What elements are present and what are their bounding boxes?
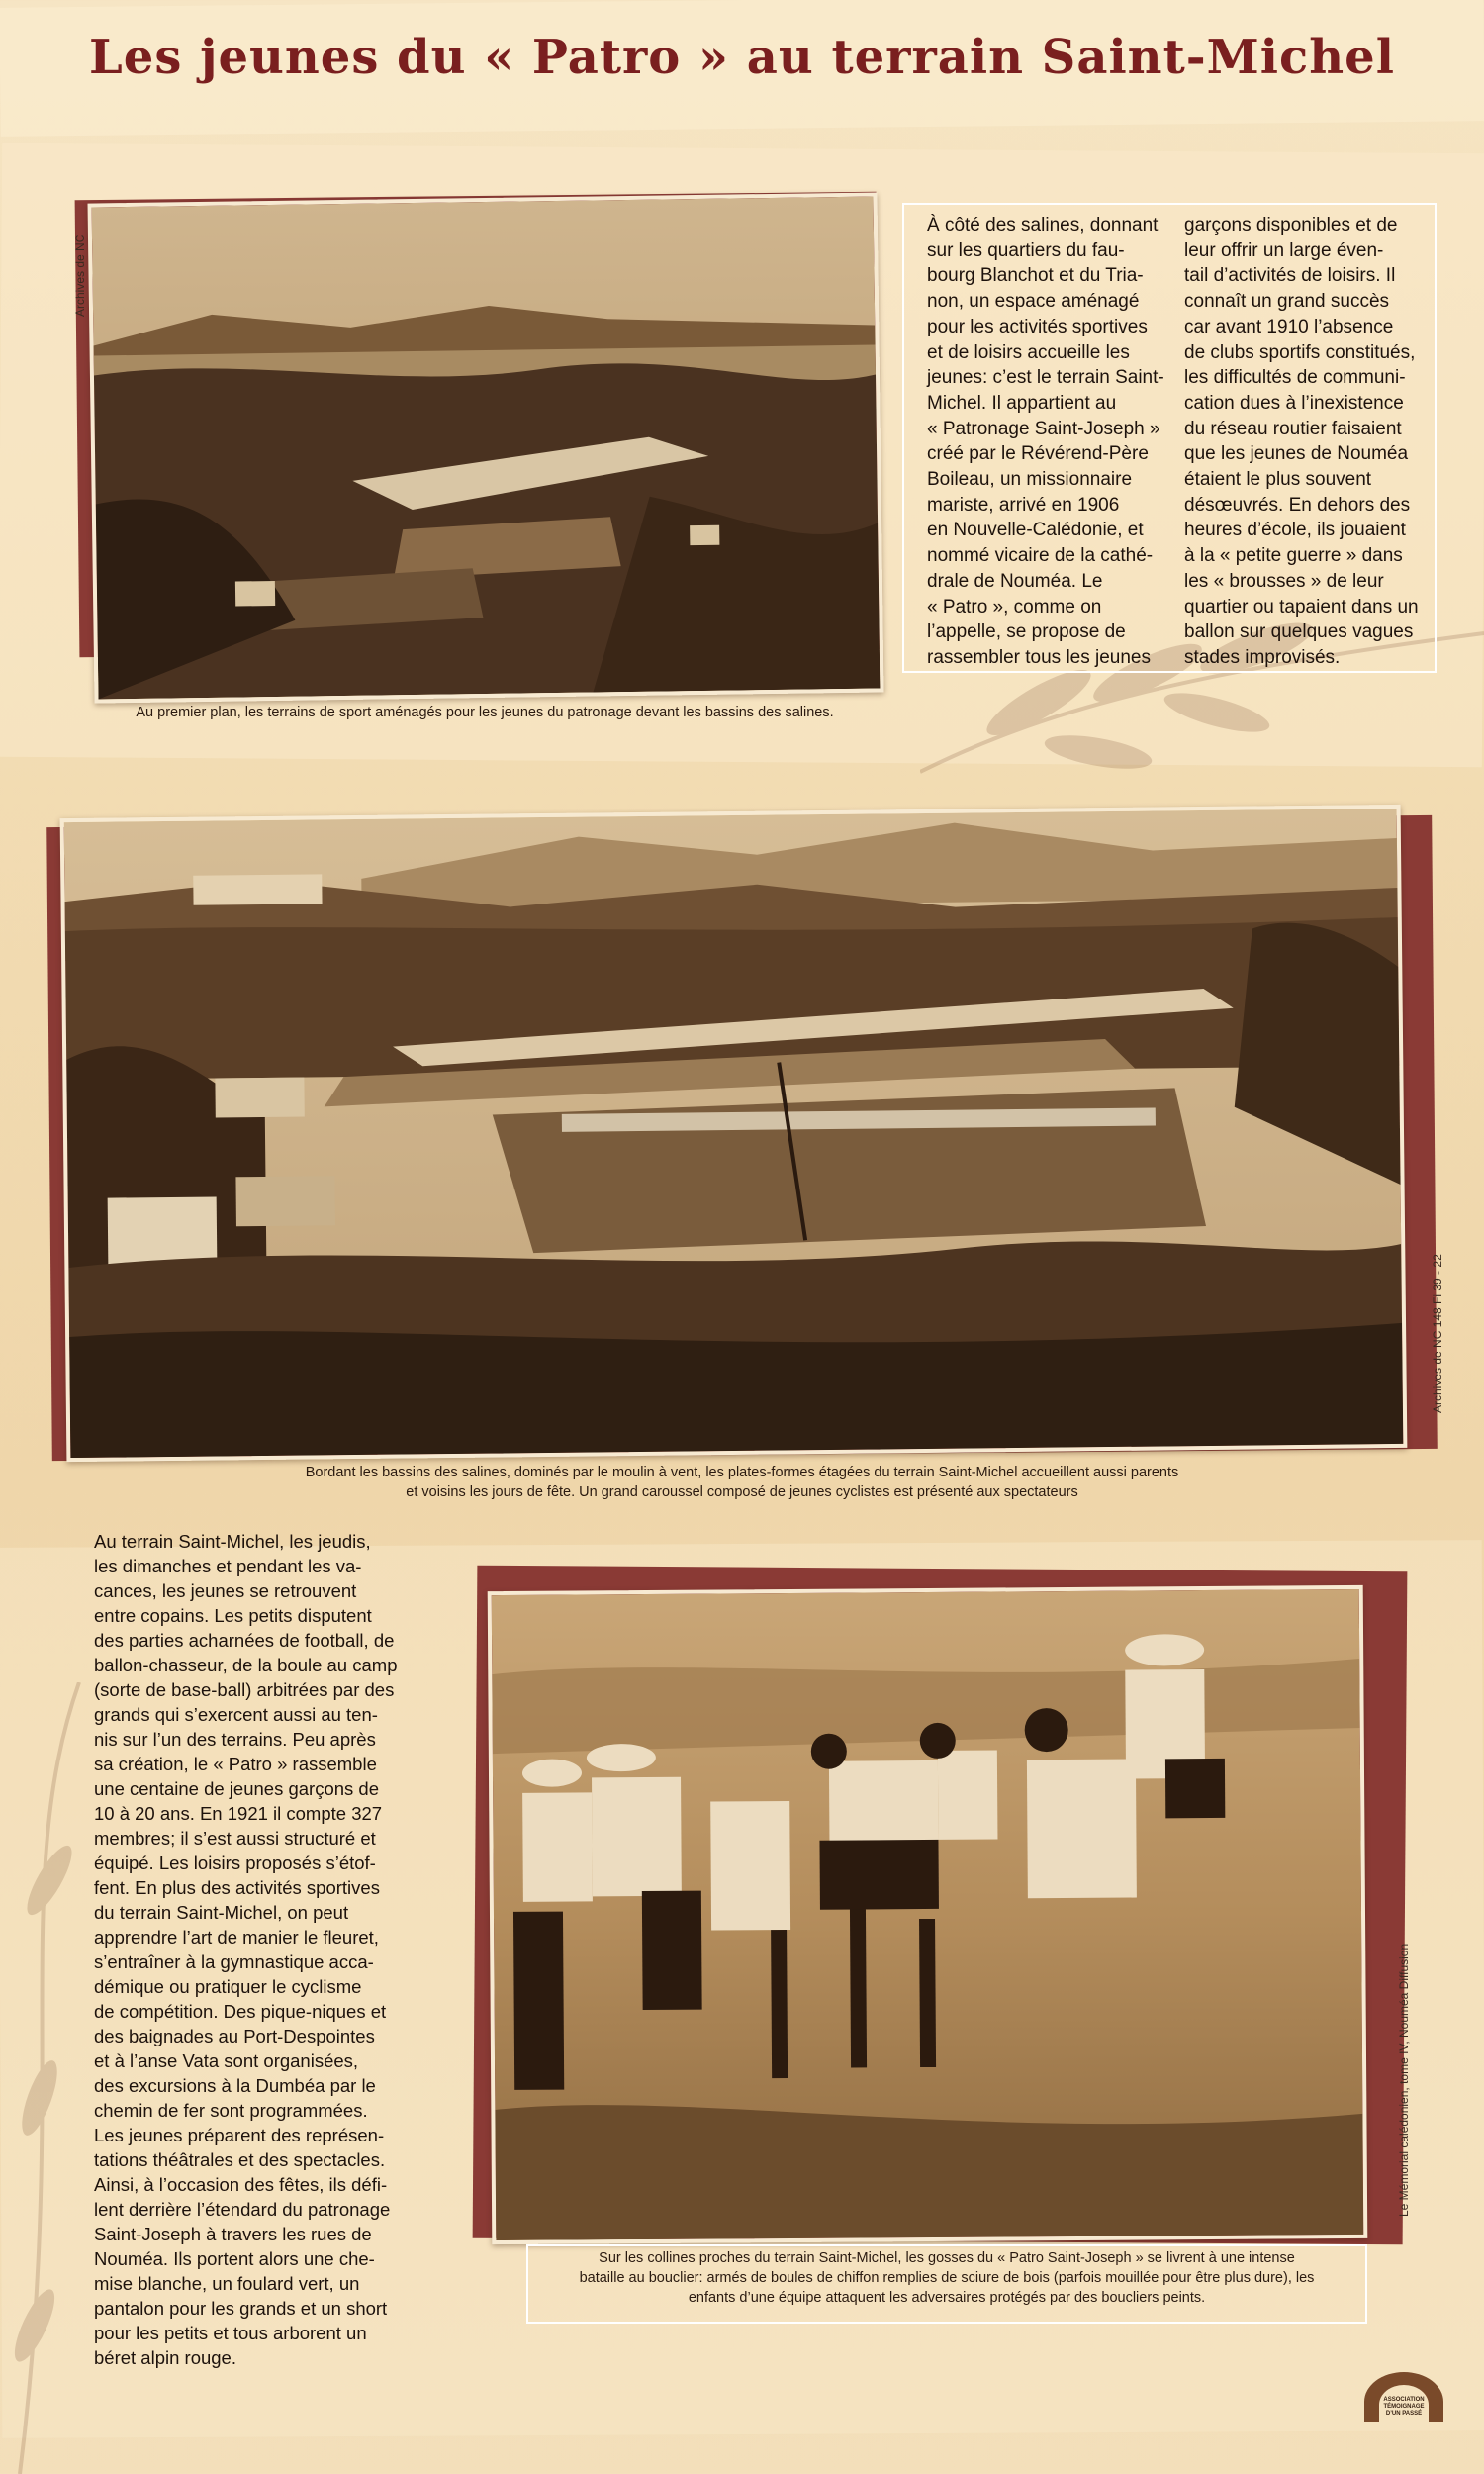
logo-text-1: ASSOCIATION xyxy=(1383,2397,1425,2403)
photo1-credit: Archives de NC xyxy=(73,234,87,317)
intro-column-2: garçons disponibles et de leur offrir un large éven- tail d’activités de loisirs. Il connaît un grand succès car avant 1910 l’absence de clubs sportifs constitués, les difficultés de communi- cation dues à l’inexistence du réseau routier faisaient que les jeunes de Nouméa étaient le plus souvent désœuvrés. En dehors des heures d’école, ils jouaient à la « petite guerre » dans les « brousses » de leur quartier ou tapaient dans un ballon sur quelques vagues stades improvisés. xyxy=(1184,215,1419,668)
photo2-saint-michel-field xyxy=(60,805,1408,1462)
logo-text-2: TÉMOIGNAGE xyxy=(1383,2404,1425,2410)
association-logo xyxy=(1359,2367,1448,2426)
logo-text-3: D’UN PASSÉ xyxy=(1385,2411,1423,2417)
photo3-image xyxy=(492,1589,1364,2240)
photo1-caption: Au premier plan, les terrains de sport aménagés pour les jeunes du patronage devant les bassins des salines. xyxy=(136,705,834,720)
photo1-salines-landscape xyxy=(88,192,884,703)
intro-column-1: À côté des salines, donnant sur les quartiers du fau- bourg Blanchot et du Tria- non, un espace aménagé pour les activités sportives et de loisirs accueille les jeunes: c’est le terrain Saint- Michel. Il appartient au « Patronage Saint-Joseph » créé par le Révérend-Père Boileau, un missionnaire mariste, arrivé en 1906 en Nouvelle-Calédonie, et nommé vicaire de la cathé- drale de Nouméa. Le « Patro », comme on l’appelle, se propose de rassembler tous les jeunes xyxy=(927,215,1164,668)
photo2-caption: Bordant les bassins des salines, dominés par le moulin à vent, les plates-formes étagées du terrain Saint-Michel accueillent aussi parents et voisins les jours de fête. Un grand caroussel composé de jeunes cyclistes est présenté aux spectateurs xyxy=(305,1465,1179,1500)
photo3-shield-battle xyxy=(488,1585,1368,2244)
photo3-caption: Sur les collines proches du terrain Saint-Michel, les gosses du « Patro Saint-Joseph » se livrent à une intense bataille au bouclier: armés de boules de chiffon remplies de sciure de bois (parfois mouillée pour être plus dure), les enfants d’une équipe attaquent les adversaires protégés par des boucliers peints. xyxy=(579,2250,1315,2306)
photo2-image xyxy=(64,809,1404,1458)
photo1-image xyxy=(92,197,881,700)
photo2-credit: Archives de NC 148 Fi 39 - 22 xyxy=(1431,1254,1444,1413)
photo3-credit: Le Mémorial calédonien, tome IV, Nouméa Diffusion xyxy=(1397,1943,1411,2217)
leaf-ornament-left xyxy=(0,1682,89,2474)
page-title: Les jeunes du « Patro » au terrain Saint-Michel xyxy=(89,30,1395,85)
main-text: Au terrain Saint-Michel, les jeudis, les dimanches et pendant les va- cances, les jeunes se retrouvent entre copains. Les petits disputent des parties acharnées de football, de ballon-chasseur, de la boule au camp (sorte de base-ball) arbitrées par des grands qui s’exercent aussi au ten- nis sur l’un des terrains. Peu après sa création, le « Patro » rassemble une centaine de jeunes garçons de 10 à 20 ans. En 1921 il compte 327 membres; il s’est aussi structuré et équipé. Les loisirs proposés s’étof- fent. En plus des activités sportives du terrain Saint-Michel, on peut apprendre l’art de manier le fleuret, s’entraîner à la gymnastique acca- démique ou pratiquer le cyclisme de compétition. Des pique-niques et des baignades au Port-Despointes et à l’anse Vata sont organisées, des excursions à la Dumbéa par le chemin de fer sont programmées. Les jeunes préparent des représen- tations théâtrales et des spectacles. Ainsi, à l’occasion des fêtes, ils défi- lent derrière l’étendard du patronage Saint-Joseph à travers les rues de Nouméa. Ils portent alors une che- mise blanche, un foulard vert, un pantalon pour les grands et un short pour les petits et tous arborent un béret alpin rouge. xyxy=(94,1531,398,2368)
